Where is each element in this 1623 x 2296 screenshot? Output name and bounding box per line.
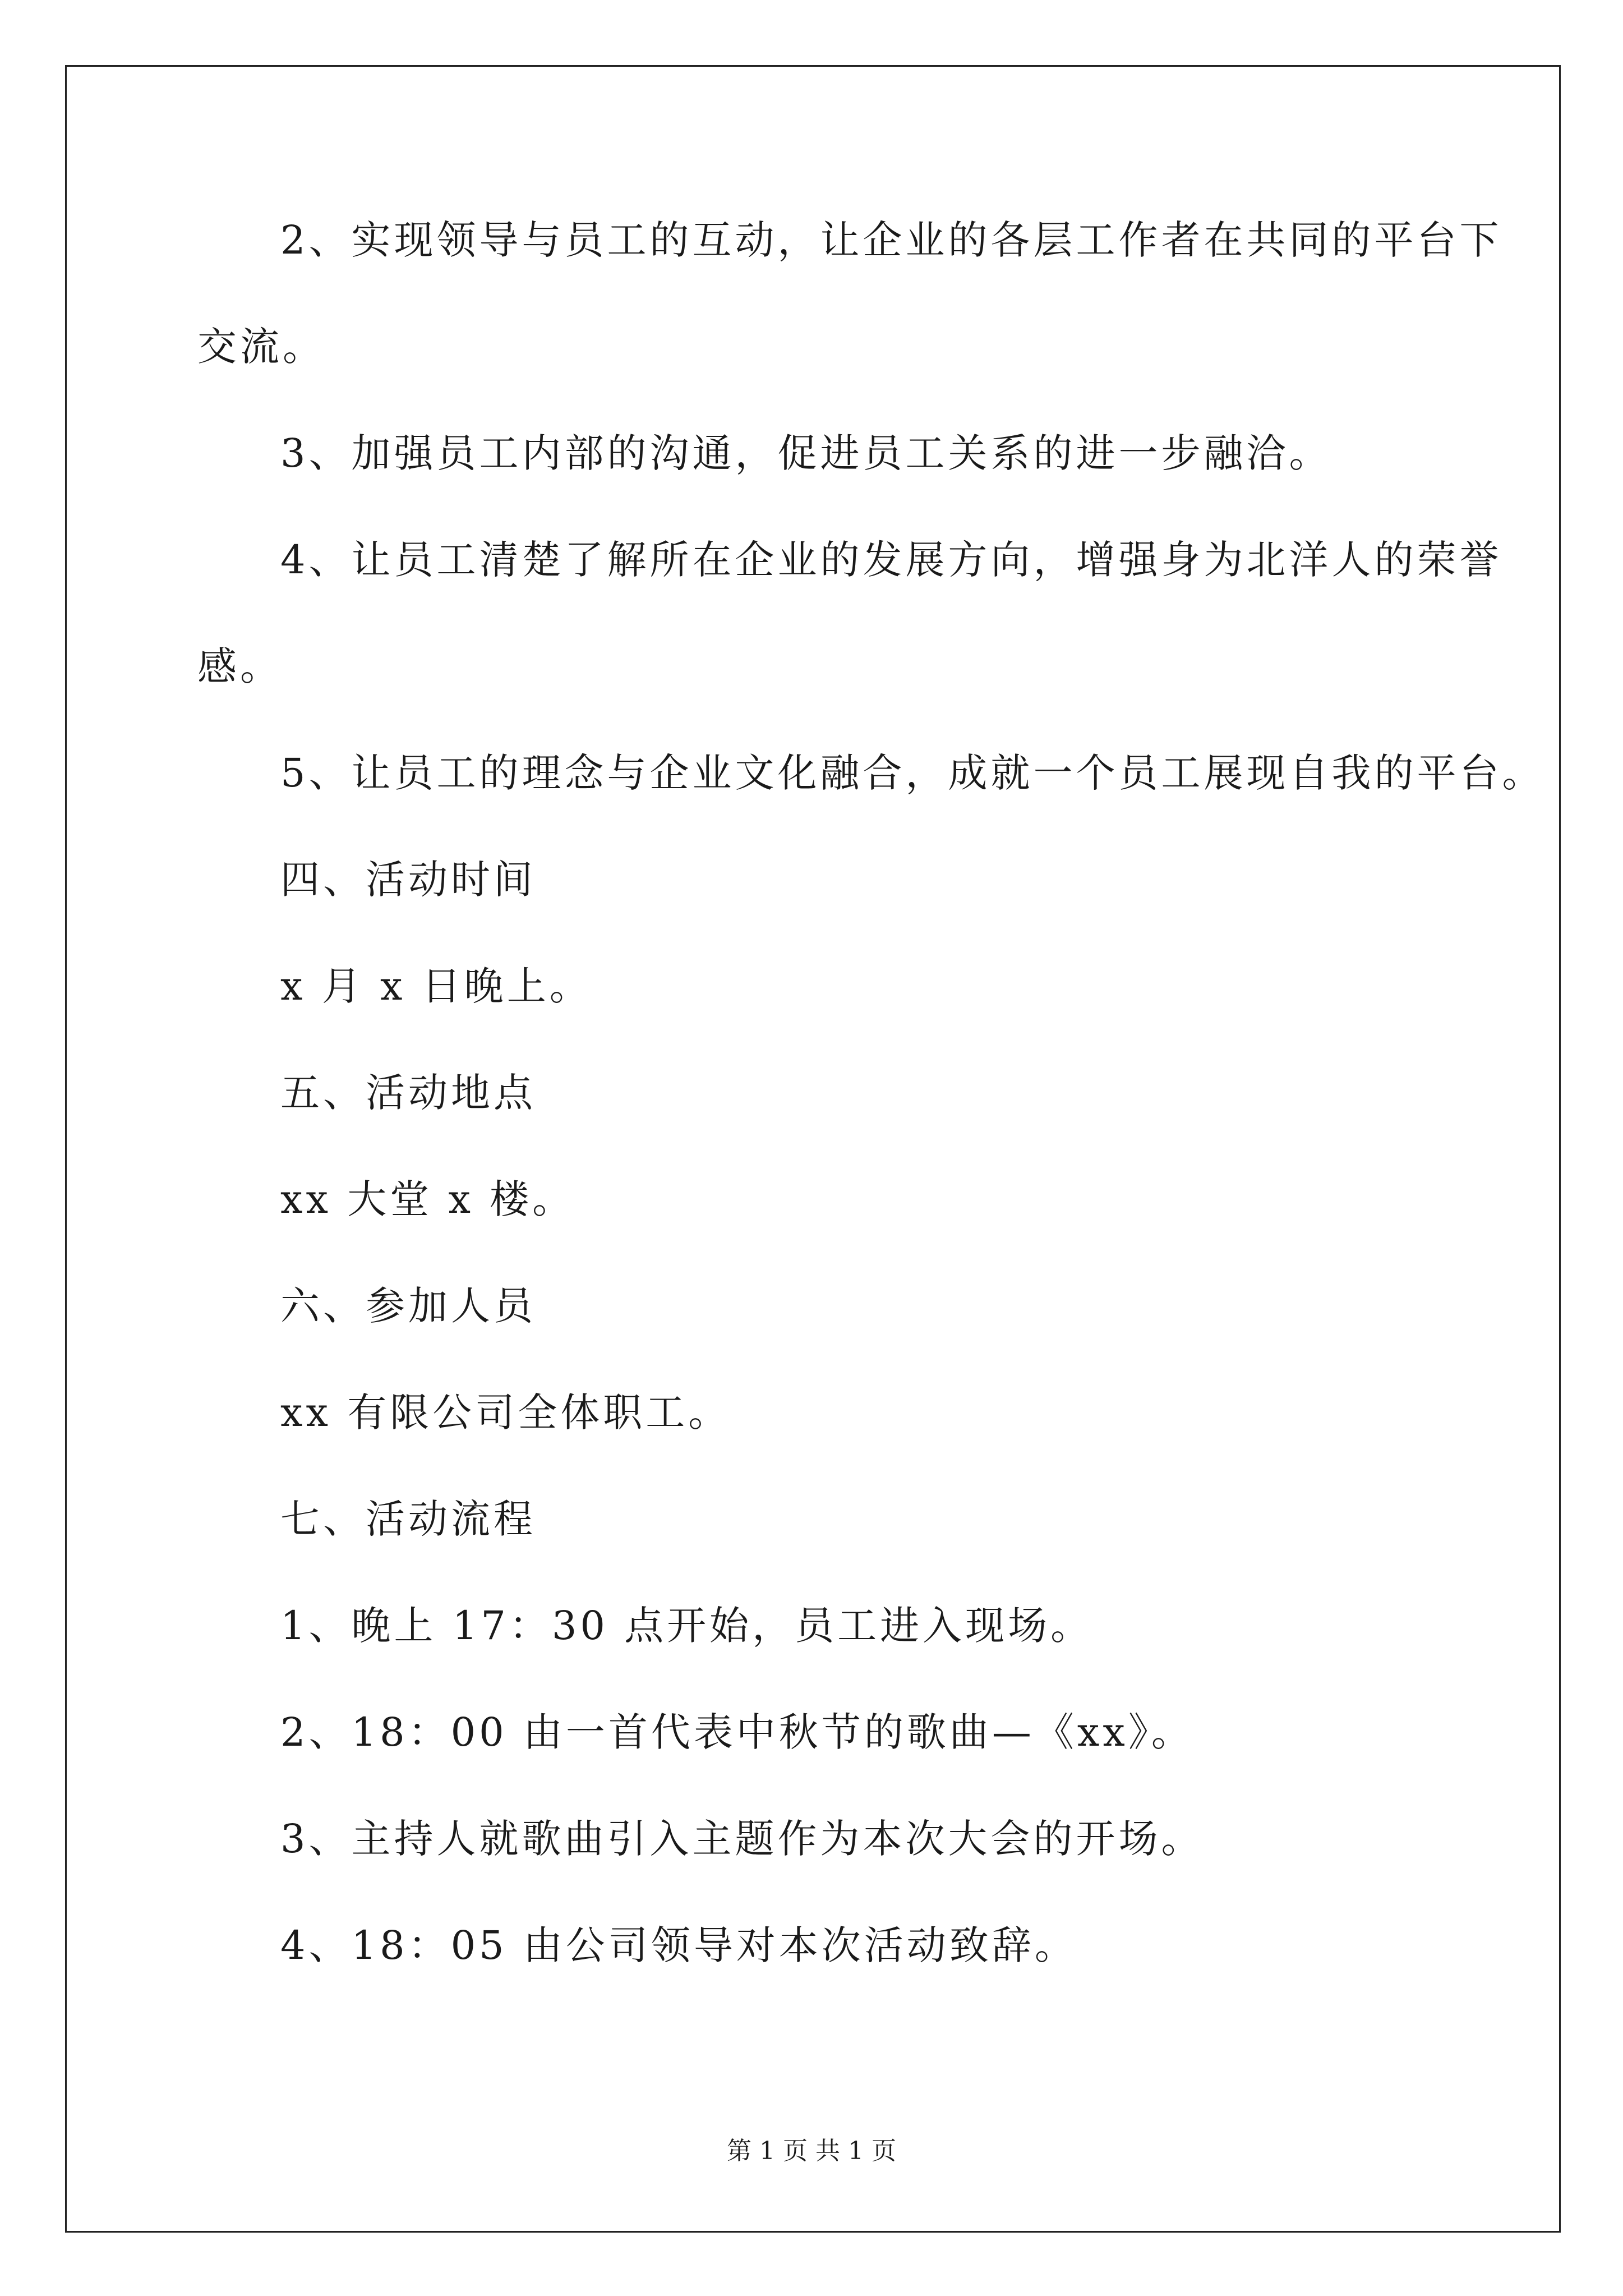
paragraph-line: 感。 (197, 643, 283, 689)
paragraph-line: 2、18：00 由一首代表中秋节的歌曲—《xx》。 (280, 1709, 1194, 1755)
paragraph-line: 5、让员工的理念与企业文化融合，成就一个员工展现自我的平台。 (280, 750, 1545, 796)
paragraph-line: x 月 x 日晚上。 (280, 963, 592, 1009)
paragraph-line: 3、加强员工内部的沟通，促进员工关系的进一步融洽。 (280, 430, 1332, 476)
section-heading: 七、活动流程 (280, 1496, 536, 1542)
paragraph-line: xx 大堂 x 楼。 (280, 1176, 575, 1222)
page-border (65, 65, 1561, 2233)
paragraph-line: 3、主持人就歌曲引入主题作为本次大会的开场。 (280, 1816, 1204, 1862)
paragraph-line: 4、18：05 由公司领导对本次活动致辞。 (280, 1922, 1077, 1968)
paragraph-line: xx 有限公司全体职工。 (280, 1389, 731, 1435)
paragraph-line: 4、让员工清楚了解所在企业的发展方向，增强身为北洋人的荣誉 (280, 537, 1502, 583)
section-heading: 四、活动时间 (280, 857, 536, 903)
paragraph-line: 交流。 (197, 324, 325, 370)
section-heading: 六、参加人员 (280, 1283, 536, 1329)
section-heading: 五、活动地点 (280, 1070, 536, 1116)
paragraph-line: 2、实现领导与员工的互动，让企业的各层工作者在共同的平台下 (280, 217, 1502, 263)
page-footer: 第 1 页 共 1 页 (727, 2137, 896, 2165)
paragraph-line: 1、晚上 17：30 点开始，员工进入现场。 (280, 1603, 1094, 1649)
